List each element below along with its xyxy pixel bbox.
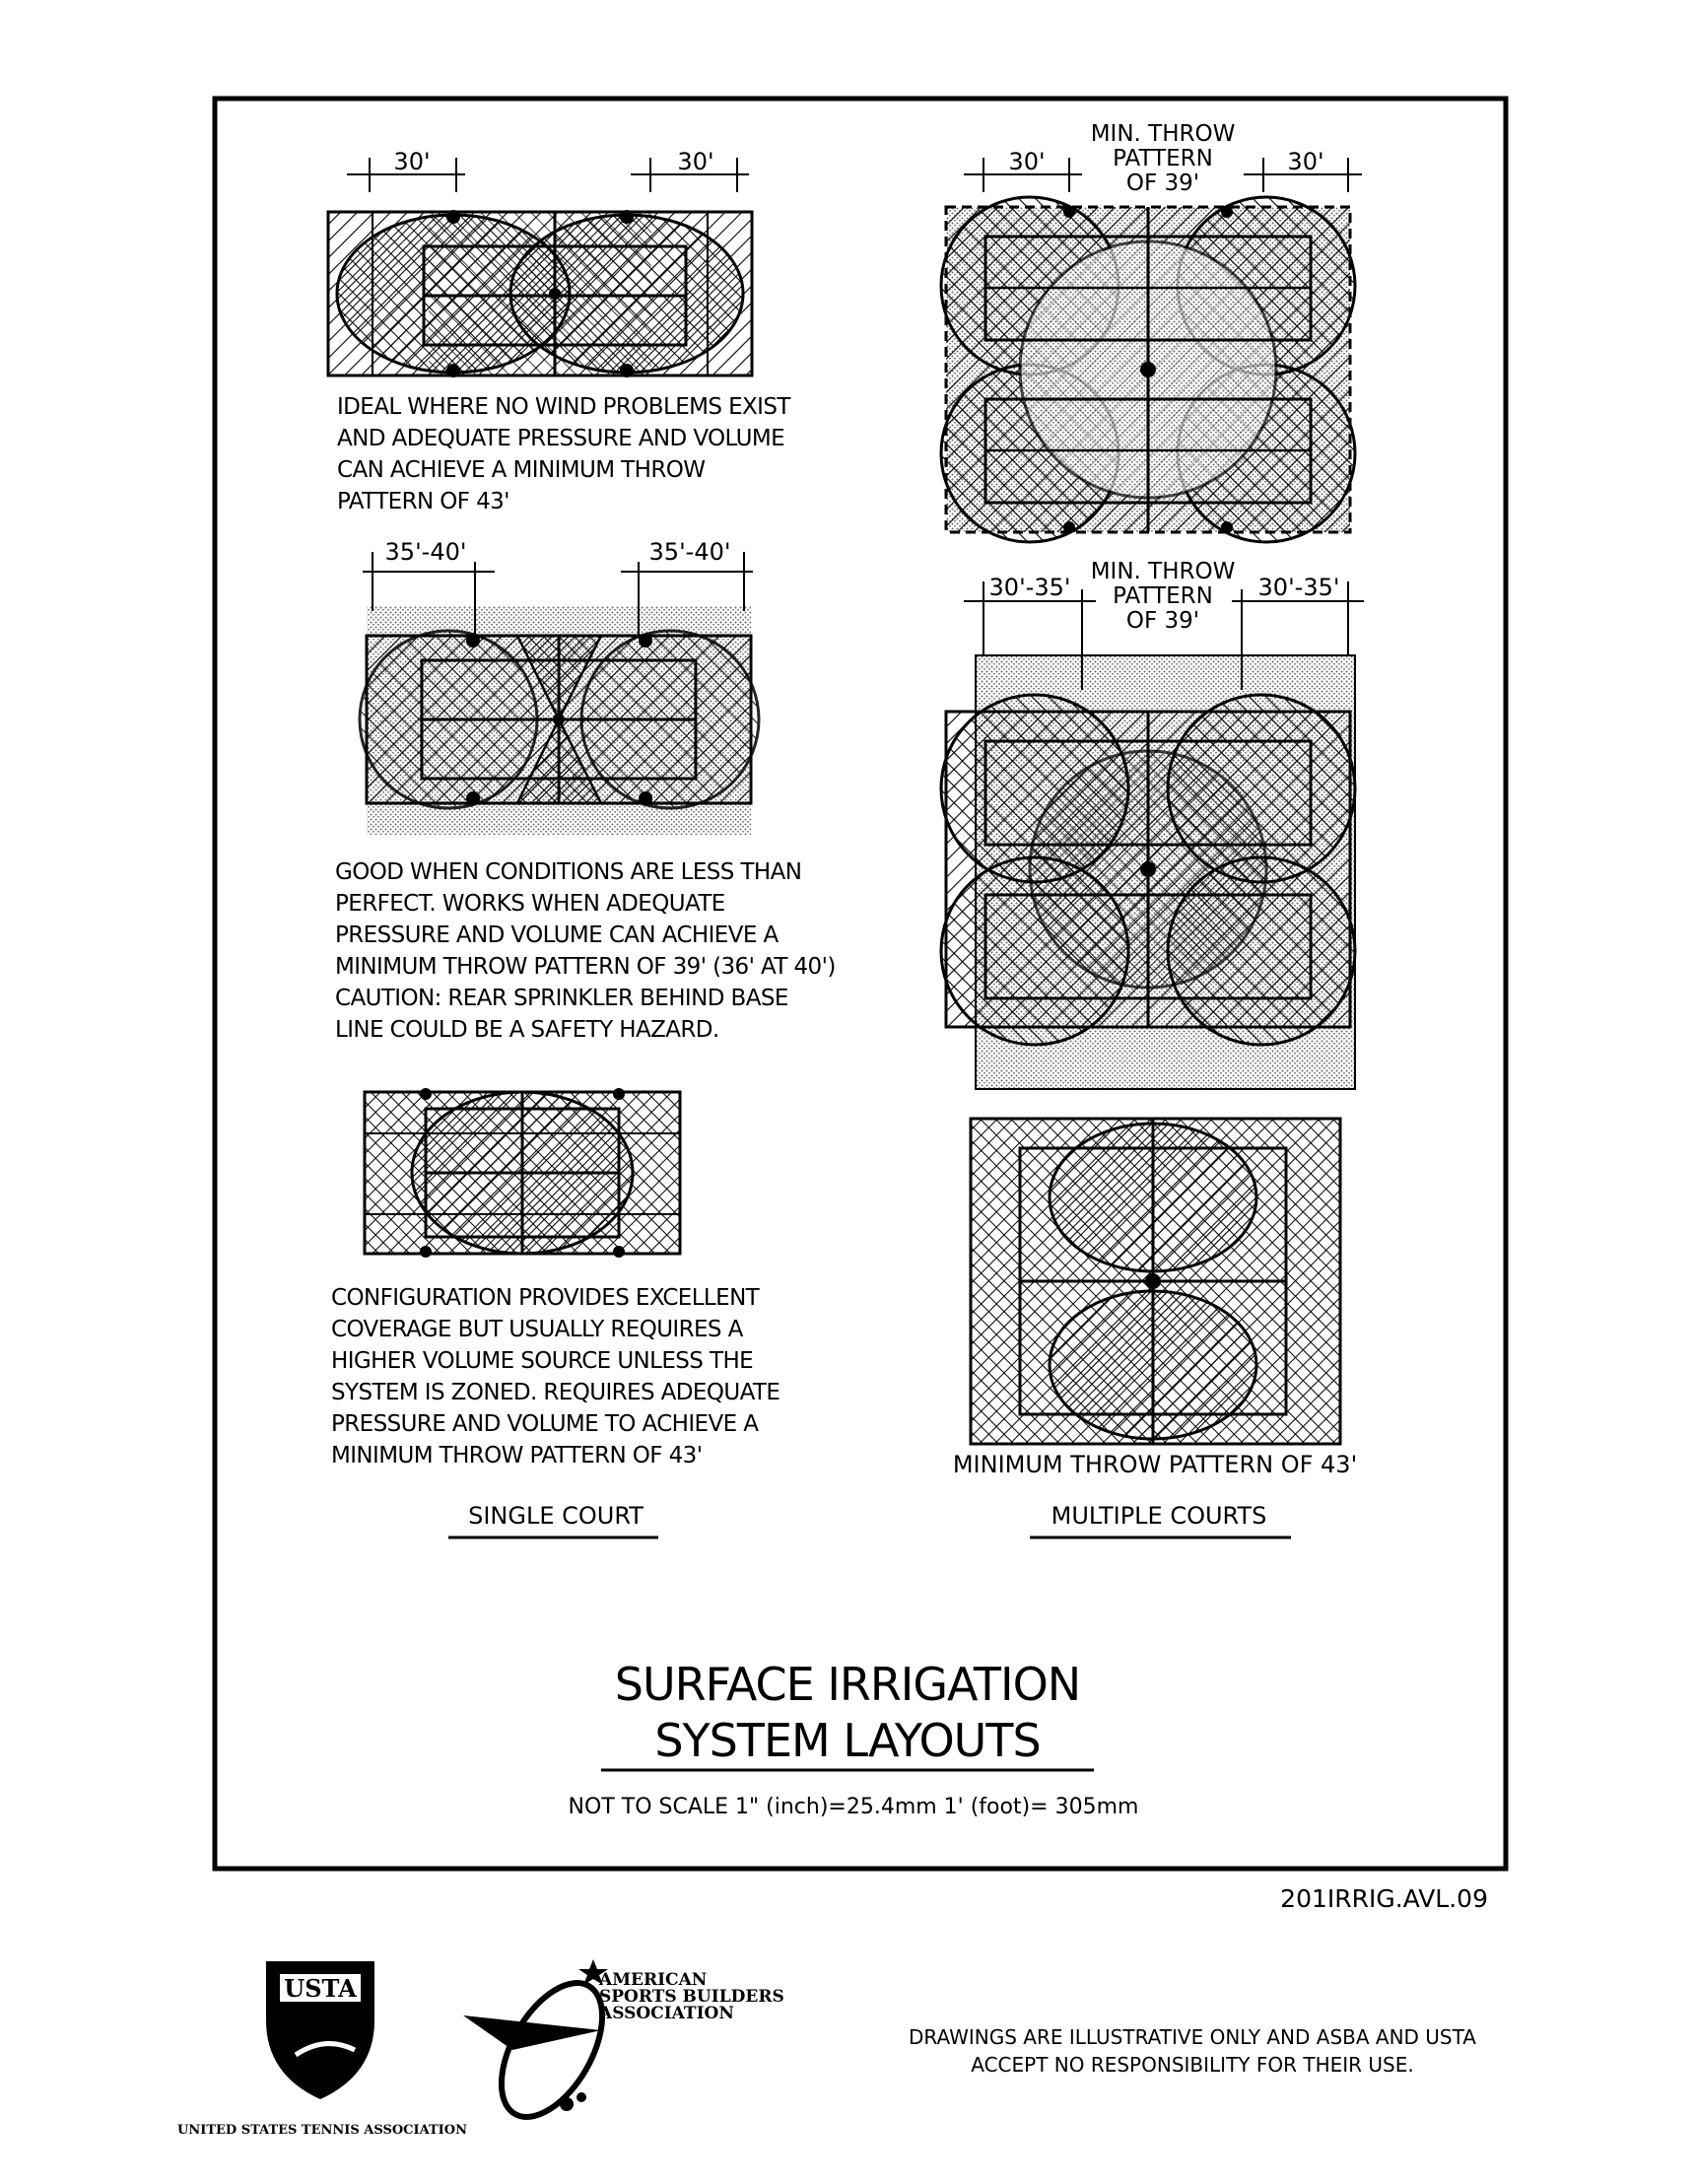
single-3-note-line-4: SYSTEM IS ZONED. REQUIRES ADEQUATE: [331, 1380, 780, 1405]
disclaimer-line-2: ACCEPT NO RESPONSIBILITY FOR THEIR USE.: [971, 2053, 1414, 2077]
single-2-note-line-3: PRESSURE AND VOLUME CAN ACHIEVE A: [335, 922, 779, 948]
drawing-code: 201IRRIG.AVL.09: [1280, 1884, 1488, 1913]
single-3-note-line-5: PRESSURE AND VOLUME TO ACHIEVE A: [331, 1411, 759, 1437]
asba-name-line-2: SPORTS BUILDERS: [599, 1987, 784, 2007]
multiple-courts-layout-1: [941, 197, 1355, 542]
single-court-layout-2: [360, 606, 759, 835]
multi-1-center-note-1: MIN. THROW: [1090, 121, 1236, 147]
multi-1-center-note-3: OF 39': [1125, 171, 1200, 196]
multi-2-dim-left: 30'-35': [988, 574, 1071, 601]
single-2-note-line-2: PERFECT. WORKS WHEN ADEQUATE: [335, 891, 725, 917]
multiple-courts-layout-3: [971, 1119, 1340, 1444]
multi-2-center-note-3: OF 39': [1125, 608, 1200, 634]
multi-1-center-note-2: PATTERN: [1113, 146, 1213, 171]
single-1-dim-right: 30': [677, 148, 714, 175]
multiple-courts-label: MULTIPLE COURTS: [1051, 1502, 1267, 1530]
drawing-title-line-2: SYSTEM LAYOUTS: [654, 1714, 1041, 1767]
disclaimer-line-1: DRAWINGS ARE ILLUSTRATIVE ONLY AND ASBA AND USTA: [909, 2025, 1476, 2049]
single-3-note-line-2: COVERAGE BUT USUALLY REQUIRES A: [331, 1317, 743, 1342]
single-court-layout-3: [365, 1088, 680, 1258]
single-2-note-line-6: LINE COULD BE A SAFETY HAZARD.: [335, 1017, 719, 1043]
usta-name: UNITED STATES TENNIS ASSOCIATION: [177, 2123, 467, 2138]
single-3-note-line-3: HIGHER VOLUME SOURCE UNLESS THE: [331, 1348, 754, 1374]
drawing-title-line-1: SURFACE IRRIGATION: [614, 1658, 1081, 1711]
single-2-dim-right: 35'-40': [648, 538, 731, 566]
single-1-note-line-4: PATTERN OF 43': [337, 489, 509, 514]
single-1-note-line-2: AND ADEQUATE PRESSURE AND VOLUME: [337, 426, 785, 451]
single-1-note-line-1: IDEAL WHERE NO WIND PROBLEMS EXIST: [337, 394, 790, 420]
scale-note: NOT TO SCALE 1" (inch)=25.4mm 1' (foot)= 305mm: [568, 1795, 1139, 1819]
multi-1-dim-right: 30': [1287, 148, 1324, 175]
single-3-note-line-6: MINIMUM THROW PATTERN OF 43': [331, 1443, 703, 1468]
single-2-dim-left: 35'-40': [384, 538, 467, 566]
multi-2-center-note-2: PATTERN: [1113, 583, 1213, 609]
single-2-note-line-5: CAUTION: REAR SPRINKLER BEHIND BASE: [335, 986, 788, 1011]
single-2-note-line-1: GOOD WHEN CONDITIONS ARE LESS THAN: [335, 859, 802, 885]
single-2-note-line-4: MINIMUM THROW PATTERN OF 39' (36' AT 40'): [335, 954, 836, 980]
multi-2-center-note-1: MIN. THROW: [1090, 559, 1236, 584]
single-1-dim-left: 30': [393, 148, 431, 175]
single-court-layout-1: [328, 210, 752, 377]
multi-2-dim-right: 30'-35': [1257, 574, 1340, 601]
single-court-label: SINGLE COURT: [468, 1502, 644, 1530]
single-1-note-line-3: CAN ACHIEVE A MINIMUM THROW: [337, 457, 706, 483]
multiple-courts-layout-2: [941, 655, 1355, 1089]
multi-3-caption: MINIMUM THROW PATTERN OF 43': [952, 1451, 1358, 1478]
asba-name-line-3: ASSOCIATION: [599, 2004, 734, 2023]
usta-logo-text: USTA: [284, 1974, 357, 2003]
multi-1-dim-left: 30': [1008, 148, 1046, 175]
asba-name-line-1: AMERICAN: [599, 1970, 708, 1990]
single-3-note-line-1: CONFIGURATION PROVIDES EXCELLENT: [331, 1285, 760, 1311]
